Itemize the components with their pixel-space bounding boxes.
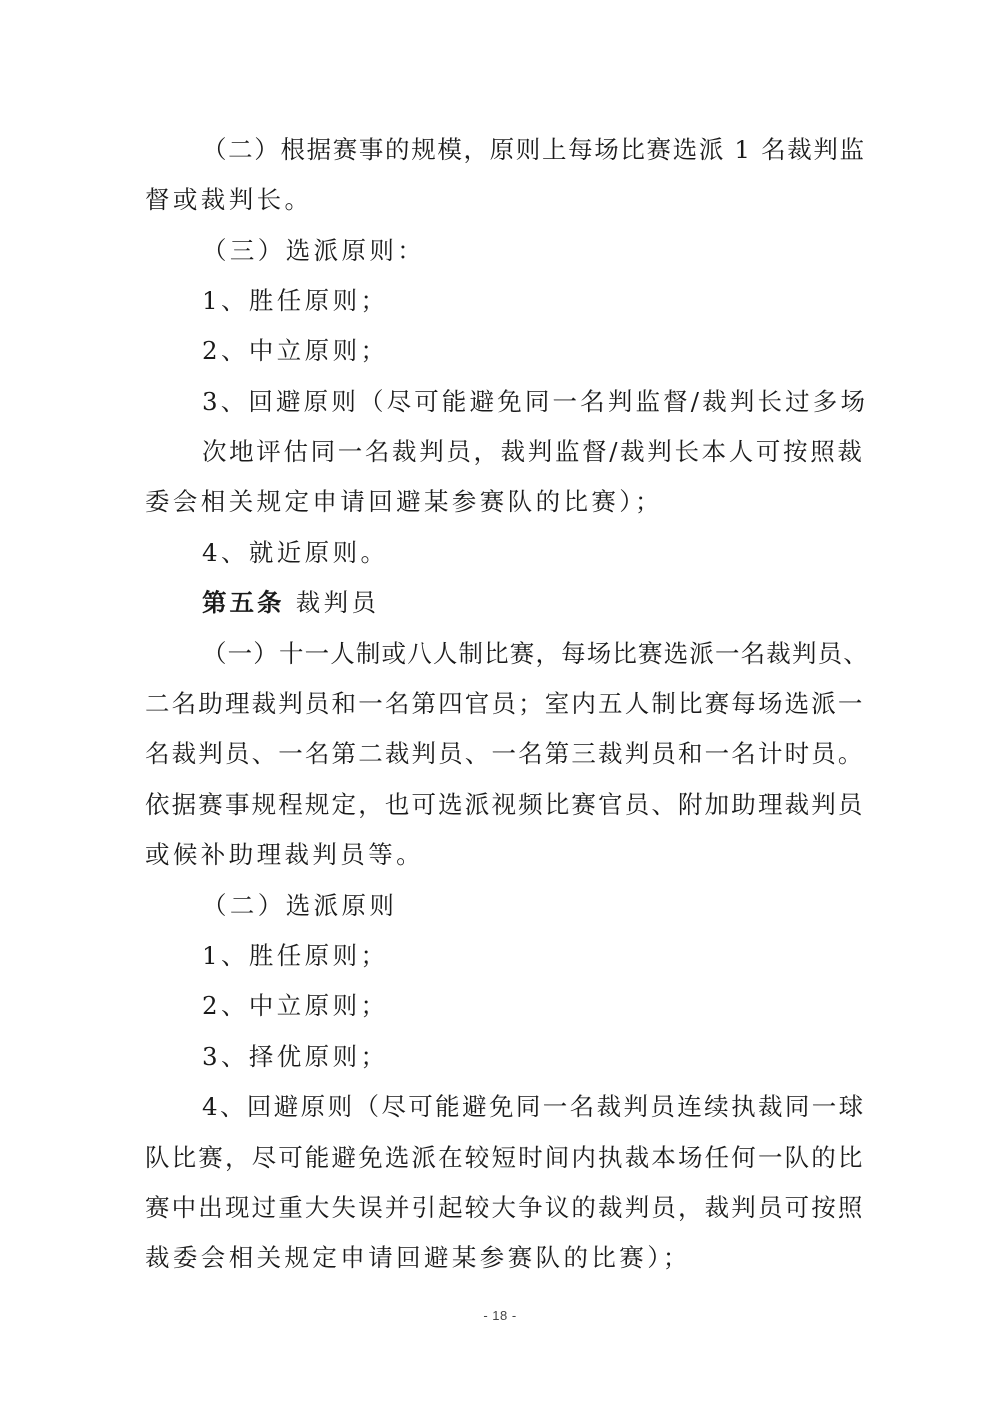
paragraph-line: （一）十一人制或八人制比赛，每场比赛选派一名裁判员、	[202, 639, 869, 668]
paragraph-line: 次地评估同一名裁判员，裁判监督/裁判长本人可按照裁	[202, 437, 865, 466]
paragraph-line: 二名助理裁判员和一名第四官员；室内五人制比赛每场选派一	[145, 689, 865, 718]
paragraph-line: （二）选派原则	[202, 891, 398, 920]
list-item: 4、回避原则（尽可能避免同一名裁判员连续执裁同一球	[202, 1092, 866, 1121]
list-item: 2、中立原则；	[202, 991, 389, 1020]
page-number: - 18 -	[483, 1308, 517, 1323]
paragraph-line: （二）根据赛事的规模，原则上每场比赛选派 1 名裁判监	[202, 135, 866, 164]
document-page	[145, 0, 870, 1414]
list-item: 3、回避原则（尽可能避免同一名判监督/裁判长过多场	[202, 387, 869, 416]
list-item: 4、就近原则。	[202, 538, 389, 567]
list-item: 3、择优原则；	[202, 1042, 389, 1071]
list-item: 1、胜任原则；	[202, 941, 389, 970]
paragraph-line: 队比赛，尽可能避免选派在较短时间内执裁本场任何一队的比	[145, 1143, 865, 1172]
paragraph-line: 依据赛事规程规定，也可选派视频比赛官员、附加助理裁判员	[145, 790, 865, 819]
paragraph-line: 或候补助理裁判员等。	[145, 840, 424, 869]
paragraph-line: 赛中出现过重大失误并引起较大争议的裁判员，裁判员可按照	[145, 1193, 865, 1222]
paragraph-line: （三）选派原则：	[202, 236, 426, 265]
list-item: 1、胜任原则；	[202, 286, 389, 315]
article-title: 裁判员	[295, 588, 380, 617]
article-heading	[202, 578, 870, 628]
paragraph-line: 督或裁判长。	[145, 185, 313, 214]
paragraph-line: 名裁判员、一名第二裁判员、一名第三裁判员和一名计时员。	[145, 739, 865, 768]
paragraph-line: 裁委会相关规定申请回避某参赛队的比赛）；	[145, 1243, 691, 1272]
list-item: 2、中立原则；	[202, 336, 389, 365]
article-number: 第五条	[202, 588, 285, 617]
paragraph-line: 委会相关规定申请回避某参赛队的比赛）；	[145, 487, 663, 516]
